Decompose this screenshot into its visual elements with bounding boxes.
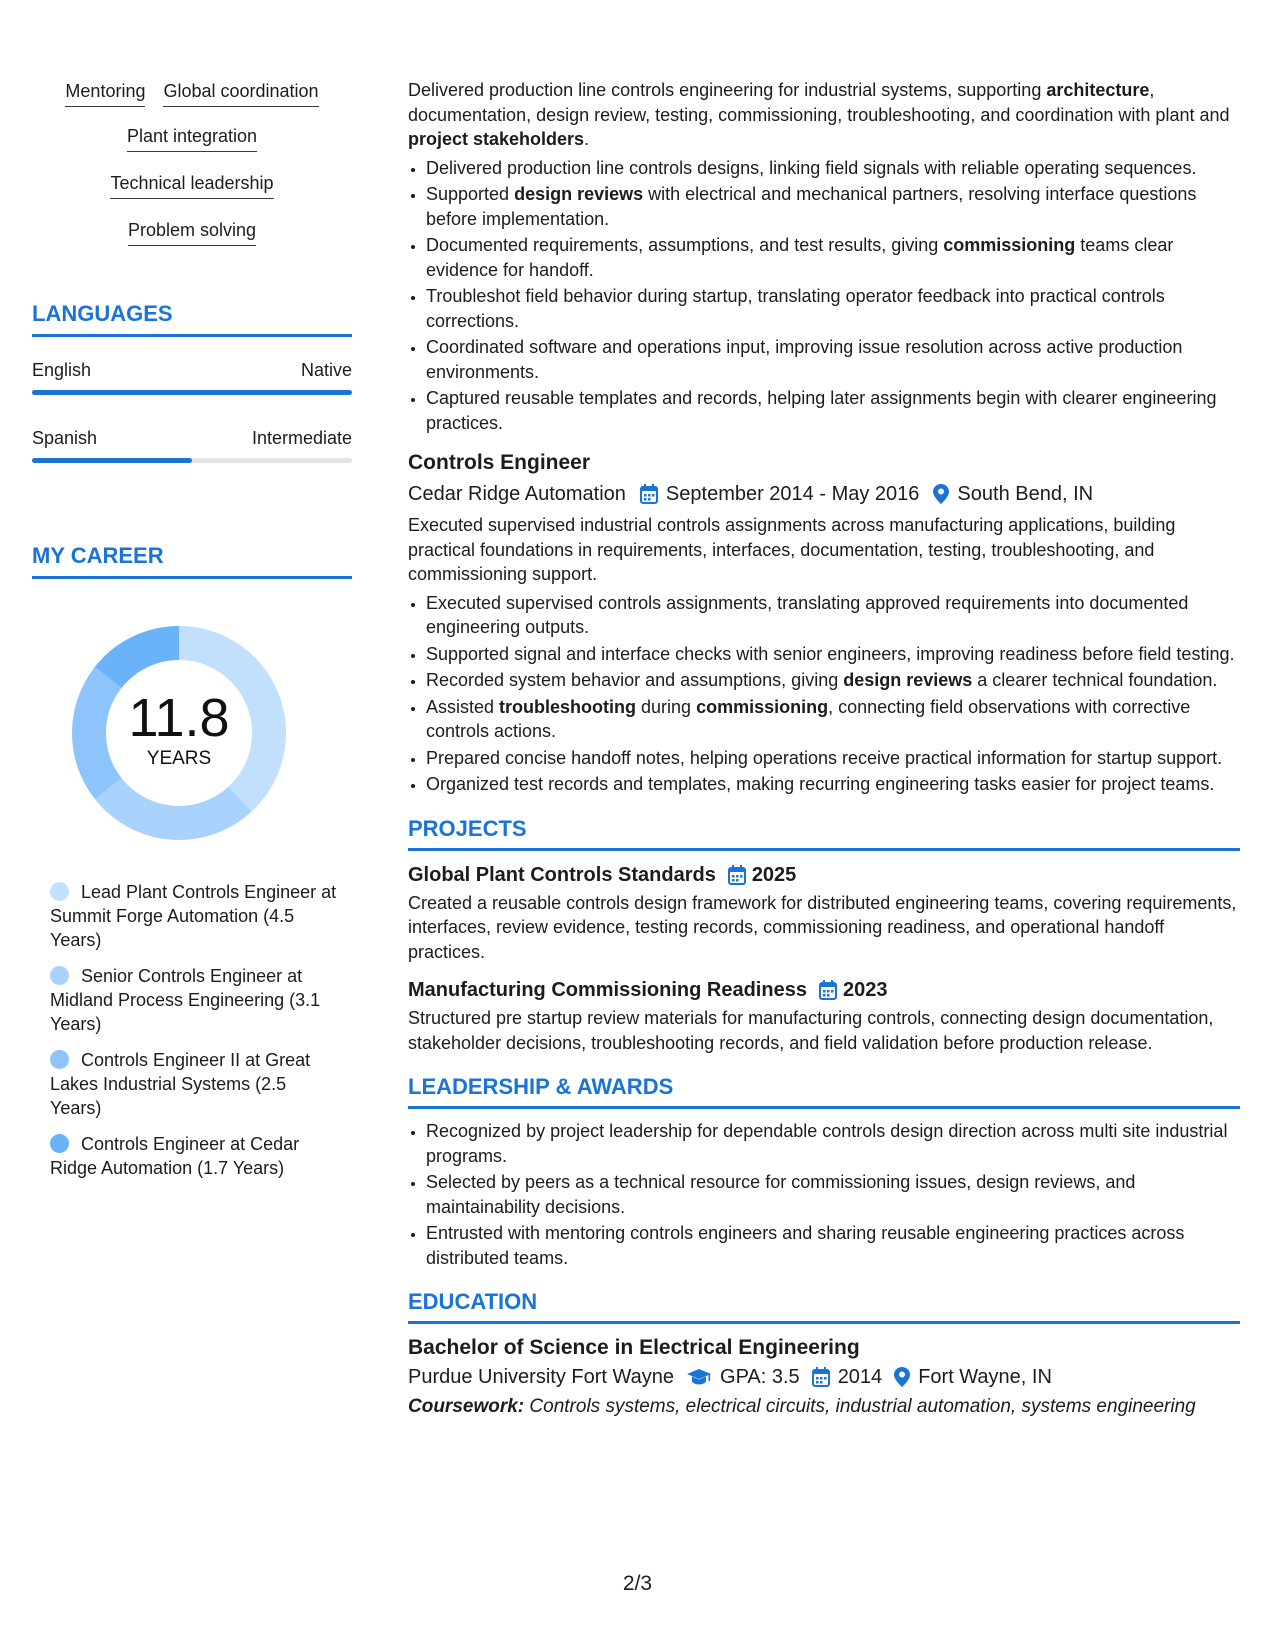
language-item [32,358,352,395]
career-total-unit: YEARS [146,748,212,769]
career-dot [50,966,69,985]
projects-heading: PROJECTS [408,815,1240,851]
career-item-text: Lead Plant Controls Engineer at Summit Forge Automation (4.5 Years) [50,882,337,950]
intro-bold: project stakeholders [408,129,585,149]
language-level: Native [300,360,352,380]
skill-tag: Global coordination [163,78,318,107]
language-bar-fill [32,390,352,395]
bullet-item: • Recorded system behavior and assumptions, giving design reviews a clearer technical foundation. [426,668,1240,693]
career-item [50,1048,340,1120]
project-description: Created a reusable controls design framework for distributed engineering teams, covering requirements, interfaces, review evidence, testing records, commissioning readiness, and operational handoff practices. [408,892,1237,962]
skill-tag-row [32,217,352,248]
coursework-label: Coursework: [408,1396,525,1417]
project-year: 2025 [751,863,797,886]
project-description: Structured pre startup review materials for manufacturing controls, connecting design documentation, stakeholder decisions, troubleshooting records, and field validation before production release. [408,1008,1214,1053]
bullet-item: • Troubleshot field behavior during startup, translating operator feedback into practical controls corrections. [426,284,1240,333]
skill-tag: Plant integration [127,123,257,152]
bullet-item: • Organized test records and templates, making recurring engineering tasks easier for project teams. [426,772,1240,797]
job-location: South Bend, IN [957,483,1094,505]
career-total-value: 11.8 [128,688,230,748]
language-item [32,426,352,463]
calendar-icon [640,484,658,504]
job-dates: September 2014 - May 2016 [665,483,920,505]
degree-title: Bachelor of Science in Electrical Engineering [408,1336,860,1359]
bullet-item: • Delivered production line controls designs, linking field signals with reliable operating sequences. [426,156,1240,181]
career-dot [50,882,69,901]
project-item [408,861,1240,965]
skill-tag-row [32,123,352,154]
intro-text: . [584,129,590,149]
leadership-item: • Selected by peers as a technical resource for commissioning issues, design reviews, and maintainability decisions. [426,1170,1240,1219]
school-location: Fort Wayne, IN [918,1366,1052,1388]
job-summary: Executed supervised industrial controls assignments across manufacturing applications, building practical foundations in requirements, interfaces, documentation, testing, troubleshooting, and commissioning support. [408,515,1176,584]
bullet-item: • Coordinated software and operations input, improving issue resolution across active production environments. [426,335,1240,384]
page-number: 2/3 [622,1572,653,1595]
sidebar [32,78,352,1178]
job-bullets [408,591,1240,797]
calendar-icon [728,865,746,885]
career-donut-chart [64,618,294,848]
language-bar [32,390,352,395]
career-item-text: Controls Engineer at Cedar Ridge Automation (1.7 Years) [50,1134,300,1178]
graduation-year: 2014 [837,1366,883,1388]
donut-segment [108,789,240,823]
leadership-heading: LEADERSHIP & AWARDS [408,1073,1240,1109]
intro-text: Delivered production line controls engineering for industrial systems, supporting [408,80,1047,100]
coursework-text: Controls systems, electrical circuits, industrial automation, systems engineering [524,1396,1196,1417]
career-dot [50,1050,69,1069]
map-pin-icon [894,1367,910,1387]
languages-heading: LANGUAGES [32,300,352,337]
bullet-item: • Captured reusable templates and records, helping later assignments begin with clearer engineering practices. [426,386,1240,435]
skill-tag: Technical leadership [110,170,273,199]
language-name: English [32,360,92,380]
donut-segment [108,643,179,677]
career-item-text: Senior Controls Engineer at Midland Process Engineering (3.1 Years) [50,966,321,1034]
career-item [50,964,340,1036]
project-title: Manufacturing Commissioning Readiness [408,979,807,1001]
skill-tag: Problem solving [128,217,256,246]
graduation-cap-icon [686,1368,712,1386]
project-title: Global Plant Controls Standards [408,863,716,886]
school-name: Purdue University Fort Wayne [408,1366,675,1388]
main-content [408,78,1240,1419]
leadership-item: • Recognized by project leadership for dependable controls design direction across multi site industrial programs. [426,1119,1240,1168]
career-heading: MY CAREER [32,542,352,579]
career-list [50,880,340,1192]
bullet-item: • Prepared concise handoff notes, helping operations receive practical information for startup support. [426,746,1240,771]
job-company: Cedar Ridge Automation [408,483,626,505]
coursework [408,1394,1240,1419]
skills-list [32,78,352,248]
career-item [50,1132,340,1180]
bullet-item: • Supported signal and interface checks with senior engineers, improving readiness before field testing. [426,642,1240,667]
gpa: GPA: 3.5 [720,1366,800,1388]
experience-intro [408,78,1240,152]
intro-bold: architecture [1046,80,1150,100]
bullet-item: • Executed supervised controls assignments, translating approved requirements into documented engineering outputs. [426,591,1240,640]
career-dot [50,1134,69,1153]
project-item [408,976,1240,1055]
bullet-item: • Documented requirements, assumptions, and test results, giving commissioning teams clear evidence for handoff. [426,233,1240,282]
bullet-item: • Supported design reviews with electrical and mechanical partners, resolving interface questions before implementation. [426,182,1240,231]
language-bar [32,458,352,463]
map-pin-icon [933,484,949,504]
job-title: Controls Engineer [408,451,591,474]
intro-text: , documentation, design review, testing, commissioning, troubleshooting, and coordination with plant and [408,80,1230,125]
donut-segment [89,677,108,788]
leadership-item: • Entrusted with mentoring controls engineers and sharing reusable engineering practices across distributed teams. [426,1221,1240,1270]
career-item [50,880,340,952]
experience-bullets [408,156,1240,436]
skill-tag: Mentoring [65,78,145,107]
education-heading: EDUCATION [408,1288,1240,1324]
leadership-list [408,1119,1240,1270]
project-year: 2023 [842,979,888,1001]
education-meta [408,1362,1240,1392]
language-name: Spanish [32,428,98,448]
calendar-icon [812,1367,830,1387]
career-item-text: Controls Engineer II at Great Lakes Industrial Systems (2.5 Years) [50,1050,311,1118]
calendar-icon [819,980,837,1000]
bullet-item: • Assisted troubleshooting during commissioning, connecting field observations with corrective controls actions. [426,695,1240,744]
language-level: Intermediate [251,428,352,448]
skill-tag-row [32,170,352,201]
job-meta [408,479,1240,509]
language-bar-fill [32,458,192,463]
